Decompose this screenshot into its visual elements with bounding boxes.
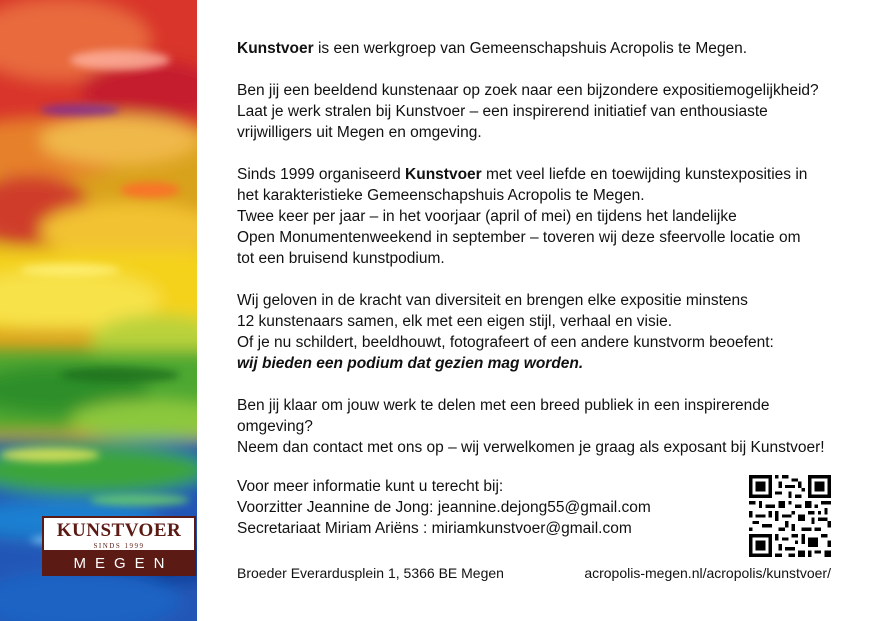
contact-secretary[interactable]: Secretariaat Miriam Ariëns : miriamkunstvoer@gmail.com [237,520,632,537]
intro-paragraph [237,38,847,59]
website-link[interactable]: acropolis-megen.nl/acropolis/kunstvoer/ [584,565,831,581]
history-paragraph [237,164,847,269]
diversity-paragraph [237,290,847,374]
qr-code[interactable] [749,475,831,557]
podium-slogan: wij bieden een podium dat gezien mag worden. [237,355,584,372]
intro-line [237,38,847,59]
history-post: met veel liefde en toewijding kunstexposities in [481,166,808,183]
invite-line: omgeving? [237,418,313,435]
call-line: vrijwilligers uit Megen en omgeving. [237,124,482,141]
intro-text: is een werkgroep van Gemeenschapshuis Acropolis te Megen. [313,40,748,57]
logo-place: MEGEN [42,552,196,576]
brand-name: Kunstvoer [405,166,482,183]
call-paragraph [237,80,847,143]
invite-line: Ben jij klaar om jouw werk te delen met een breed publiek in een inspirerende [237,397,770,414]
logo-since: SINDS 1999 [93,542,145,550]
history-line: het karakteristieke Gemeenschapshuis Acropolis te Megen. [237,187,645,204]
diversity-line: Wij geloven in de kracht van diversiteit en brengen elke expositie minstens [237,292,748,309]
address: Broeder Everardusplein 1, 5366 BE Megen [237,565,504,581]
invite-paragraph [237,395,847,458]
diversity-line: 12 kunstenaars samen, elk met een eigen stijl, verhaal en visie. [237,313,673,330]
history-pre: Sinds 1999 organiseerd [237,166,406,183]
brand-name: Kunstvoer [237,40,314,57]
logo-name: KUNSTVOER [56,520,182,541]
invite-line: Neem dan contact met ons op – wij verwelkomen je graag als exposant bij Kunstvoer! [237,439,825,456]
history-line: tot een bruisend kunstpodium. [237,250,445,267]
contact-heading: Voor meer informatie kunt u terecht bij: [237,478,504,495]
flyer-text [237,38,847,479]
diversity-line: Of je nu schildert, beeldhouwt, fotografeert of een andere kunstvorm beoefent: [237,334,774,351]
contact-block [237,476,651,539]
call-line: Ben jij een beeldend kunstenaar op zoek naar een bijzondere expositiemogelijkheid? [237,82,819,99]
contact-chair[interactable]: Voorzitter Jeannine de Jong: jeannine.dejong55@gmail.com [237,499,651,516]
kunstvoer-logo [42,516,196,576]
history-line [237,164,847,185]
history-line: Open Monumentenweekend in september – toveren wij deze sfeervolle locatie om [237,229,801,246]
logo-top-panel [42,516,196,552]
call-line: Laat je werk stralen bij Kunstvoer – een inspirerend initiatief van enthousiaste [237,103,768,120]
history-line: Twee keer per jaar – in het voorjaar (april of mei) en tijdens het landelijke [237,208,737,225]
